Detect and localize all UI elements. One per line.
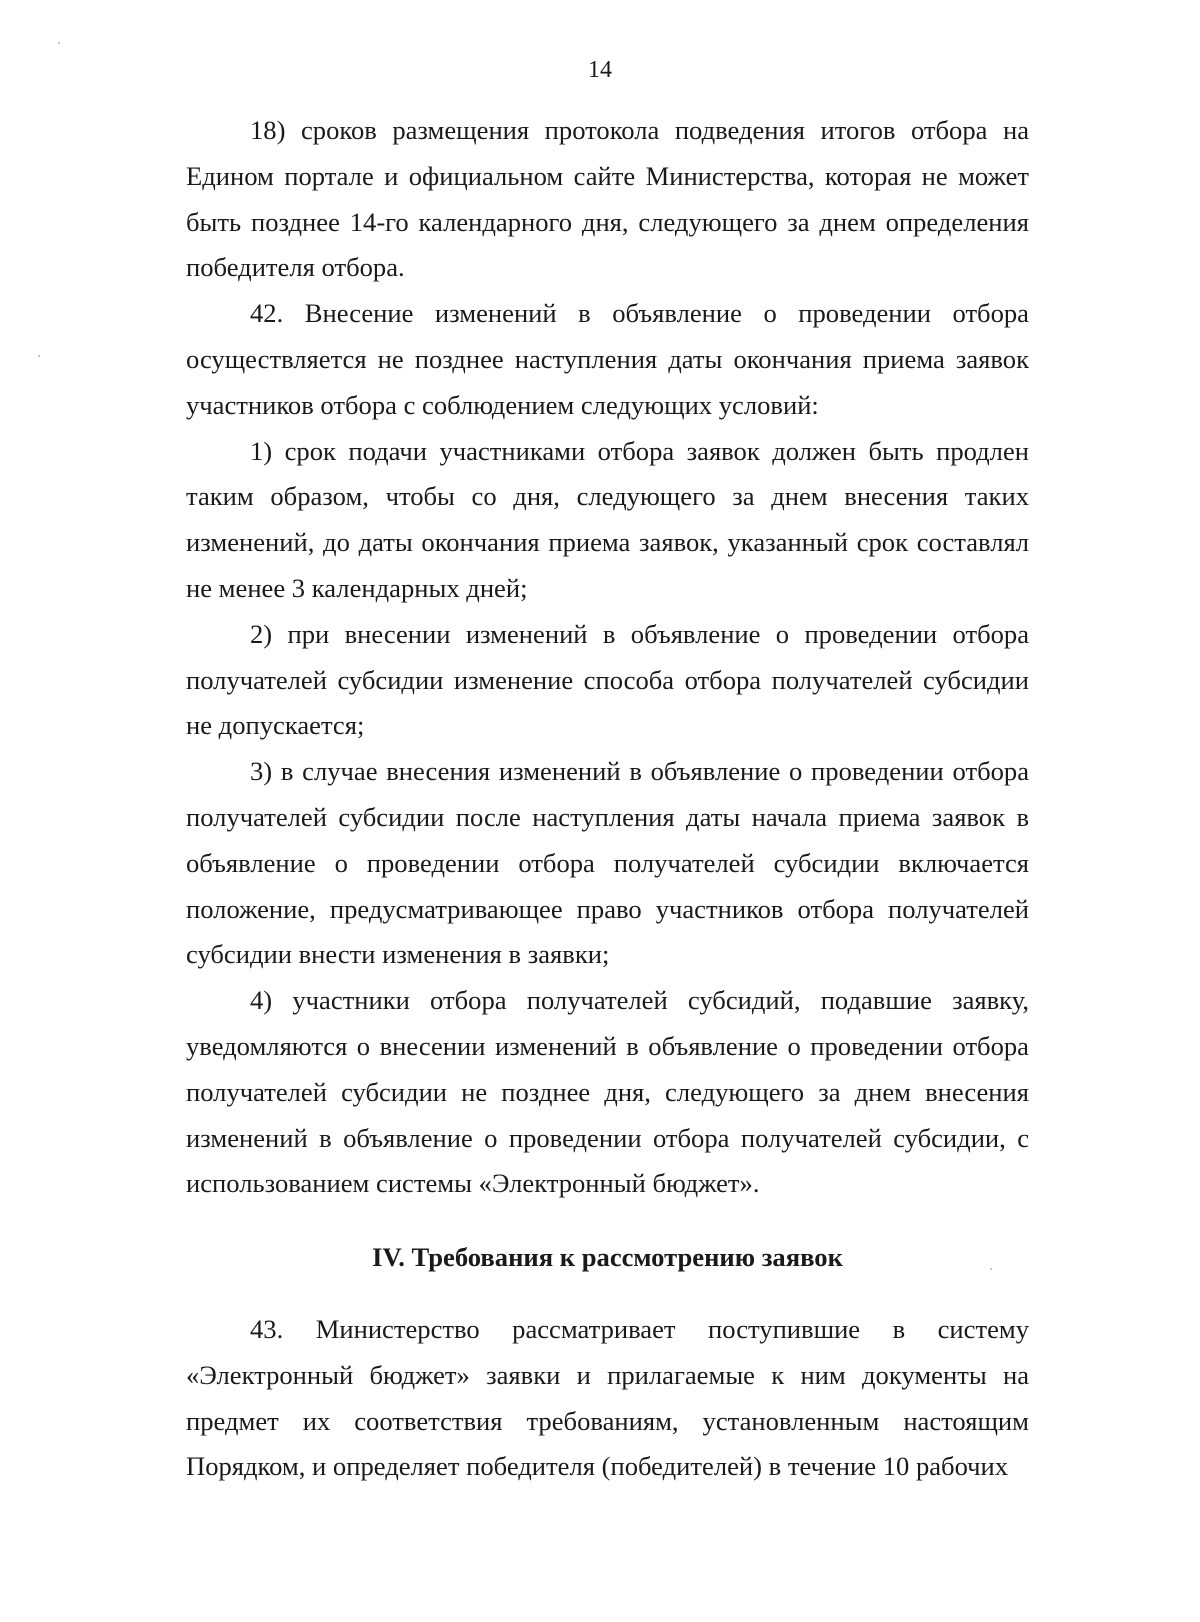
paragraph-condition-4: 4) участники отбора получателей субсидий, подавшие заявку, уведомляются о внесении изменений в объявление о проведении отбора получателей субсидии не позднее дня, следующего за днем внесения изменений в объявление о проведении отбора получателей субсидии, с использованием системы «Электронный бюджет». [186, 985, 1029, 1199]
scan-speck [58, 42, 60, 44]
paragraph-condition-2: 2) при внесении изменений в объявление о проведении отбора получателей субсидии изменение способа отбора получателей субсидии не допускается; [186, 618, 1029, 741]
paragraph-condition-1: 1) срок подачи участниками отбора заявок должен быть продлен таким образом, чтобы со дня, следующего за днем внесения таких изменений, до даты окончания приема заявок, указанный срок составлял не менее 3 календарных дней; [186, 435, 1029, 603]
scan-speck [38, 355, 40, 357]
paragraph-condition-3: 3) в случае внесения изменений в объявление о проведении отбора получателей субсидии после наступления даты начала приема заявок в объявление о проведении отбора получателей субсидии включается положение, предусматривающее право участников отбора получателей субсидии внести изменения в заявки; [186, 756, 1029, 970]
section-heading: IV. Требования к рассмотрению заявок [372, 1242, 843, 1273]
document-body [186, 108, 1029, 1490]
page-number: 14 [588, 57, 612, 83]
paragraph-clause-42: 42. Внесение изменений в объявление о проведении отбора осуществляется не позднее наступления даты окончания приема заявок участников отбора с соблюдением следующих условий: [186, 298, 1029, 420]
paragraph-clause-43: 43. Министерство рассматривает поступившие в систему «Электронный бюджет» заявки и прилагаемые к ним документы на предмет их соответствия требованиям, установленным настоящим Порядком, и определяет победителя (победителей) в течение 10 рабочих [186, 1313, 1029, 1482]
paragraph-item-18: 18) сроков размещения протокола подведения итогов отбора на Едином портале и официальном сайте Министерства, которая не может быть позднее 14-го календарного дня, следующего за днем определения победителя отбора. [186, 115, 1029, 283]
scan-speck [990, 1268, 992, 1270]
